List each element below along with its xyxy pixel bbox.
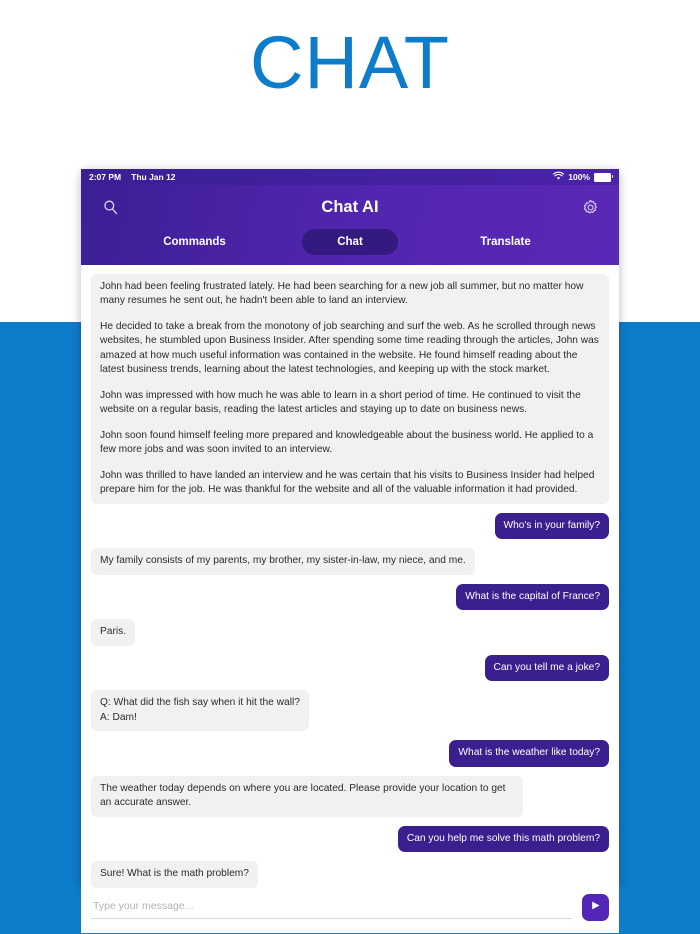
bot-message-bubble: Paris. xyxy=(91,619,135,645)
battery-percent: 100% xyxy=(568,172,590,182)
message-row xyxy=(91,548,609,574)
message-input[interactable] xyxy=(91,896,572,919)
status-bar-left xyxy=(89,172,176,182)
search-icon[interactable] xyxy=(97,194,123,220)
battery-full-icon xyxy=(594,173,611,182)
message-row xyxy=(91,584,609,610)
status-bar xyxy=(81,169,619,185)
tab-commands[interactable]: Commands xyxy=(163,236,226,248)
header-row xyxy=(81,185,619,229)
bot-message-line: Q: What did the fish say when it hit the wall? xyxy=(100,697,300,709)
bot-message-bubble: The weather today depends on where you are located. Please provide your location to get an accurate answer. xyxy=(91,776,523,817)
app-title: Chat AI xyxy=(321,197,379,216)
user-message-bubble: What is the weather like today? xyxy=(449,740,609,766)
tab-chat[interactable]: Chat xyxy=(302,229,398,255)
bot-message-bubble xyxy=(91,690,309,731)
wifi-icon xyxy=(553,172,564,183)
app-header xyxy=(81,185,619,265)
bot-message-paragraph: John had been feeling frustrated lately. He had been searching for a new job all summer, but no matter how many resumes he sent out, he hadn't been able to land an interview. xyxy=(100,281,584,307)
status-bar-right xyxy=(553,172,611,183)
send-play-icon xyxy=(589,899,602,915)
bot-message-line: A: Dam! xyxy=(100,711,137,723)
user-message-bubble: What is the capital of France? xyxy=(456,584,609,610)
message-list[interactable] xyxy=(81,265,619,888)
bot-message-paragraph: He decided to take a break from the monotony of job searching and surf the web. As he scrolled through news websites, he stumbled upon Business Insider. After spending some time reading through the articles, John was amazed at how much useful information was contained in the website. He found himself reading about the latest business trends, learning about the latest technologies, and keeping up with the stock market. xyxy=(100,320,599,376)
tab-translate[interactable]: Translate xyxy=(480,236,531,248)
status-date: Thu Jan 12 xyxy=(131,172,176,182)
status-time: 2:07 PM xyxy=(89,172,122,182)
message-row xyxy=(91,826,609,852)
bot-message-bubble: My family consists of my parents, my brother, my sister-in-law, my niece, and me. xyxy=(91,548,475,574)
message-row xyxy=(91,776,609,817)
user-message-bubble: Can you tell me a joke? xyxy=(485,655,609,681)
bot-message-bubble xyxy=(91,274,609,504)
tab-bar xyxy=(81,229,619,259)
message-row xyxy=(91,513,609,539)
message-row xyxy=(91,740,609,766)
composer xyxy=(81,888,619,933)
user-message-bubble: Can you help me solve this math problem? xyxy=(398,826,609,852)
message-row xyxy=(91,655,609,681)
message-row xyxy=(91,861,609,887)
page-title: CHAT xyxy=(250,21,450,104)
bot-message-paragraph: John was impressed with how much he was able to learn in a short period of time. He continued to visit the website on a regular basis, reading the latest articles and staying up to date on business news. xyxy=(100,389,581,416)
gear-icon[interactable] xyxy=(577,194,603,220)
message-row xyxy=(91,274,609,504)
send-button[interactable] xyxy=(582,894,609,921)
bot-message-paragraph: John soon found himself feeling more prepared and knowledgeable about the business world. He applied to a few more jobs and was soon invited to an interview. xyxy=(100,429,594,456)
user-message-bubble: Who's in your family? xyxy=(495,513,610,539)
message-row xyxy=(91,619,609,645)
bot-message-bubble: Sure! What is the math problem? xyxy=(91,861,258,887)
device-screen xyxy=(81,169,619,886)
bot-message-paragraph: John was thrilled to have landed an interview and he was certain that his visits to Business Insider had helped prepare him for the job. He was thankful for the website and all of the valuable information it had provided. xyxy=(100,469,595,496)
message-row xyxy=(91,690,609,731)
